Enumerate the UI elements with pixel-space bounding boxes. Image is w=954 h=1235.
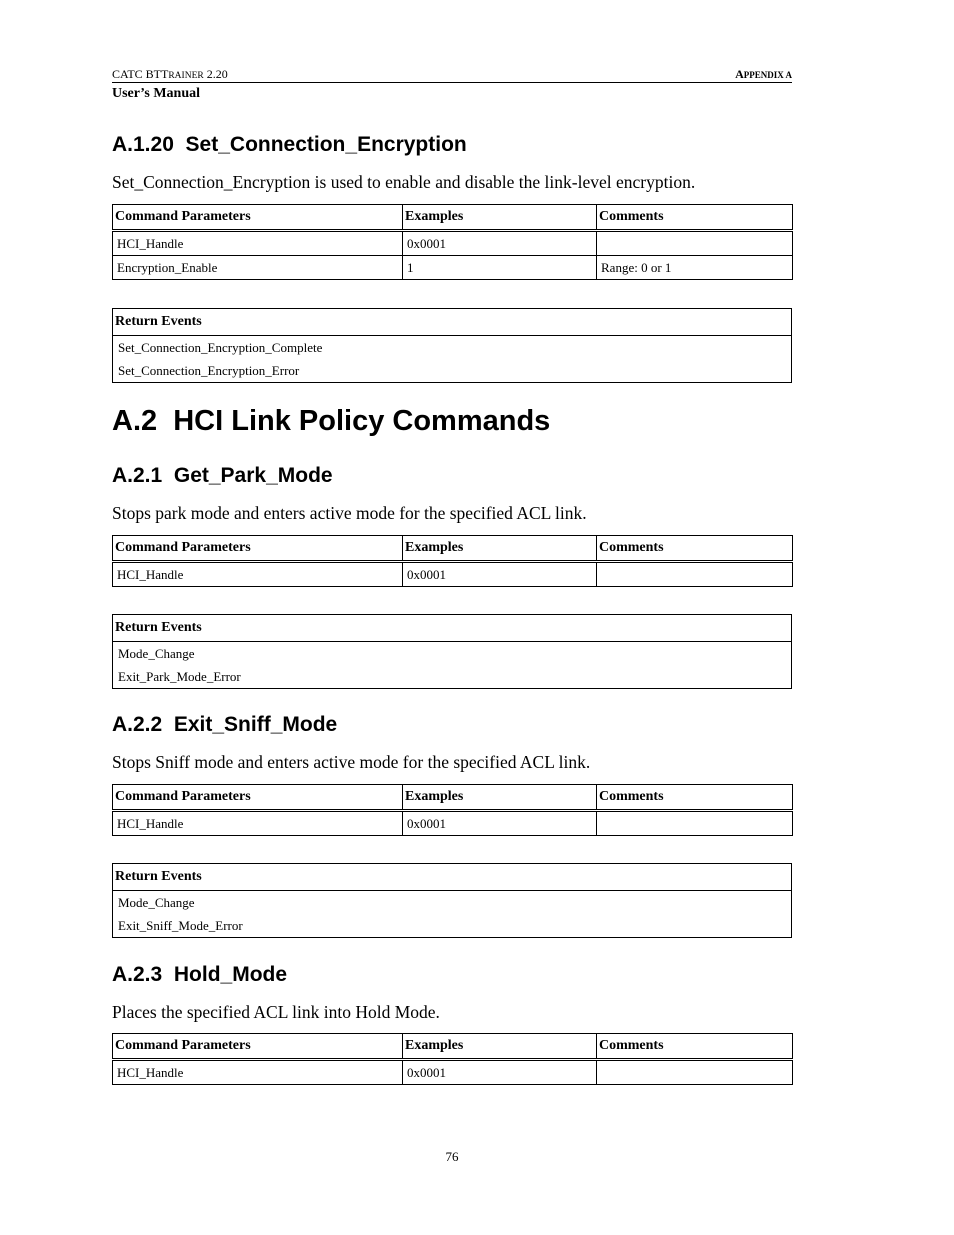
table-cell: HCI_Handle (113, 231, 403, 256)
section-description: Stops Sniff mode and enters active mode for the specified ACL link. (112, 752, 591, 772)
table-cell (597, 562, 793, 587)
return-events-header: Return Events (113, 309, 791, 336)
column-header: Command Parameters (113, 785, 403, 811)
appendix-rest: PPENDIX A (743, 70, 792, 80)
table-cell (597, 1060, 793, 1085)
column-header: Comments (597, 785, 793, 811)
section-title-hold-mode: A.2.3 Hold_Mode (112, 963, 288, 986)
section-description: Stops park mode and enters active mode for the specified ACL link. (112, 503, 587, 523)
product-smallcaps: RAINER (168, 71, 204, 81)
list-item: Exit_Sniff_Mode_Error (118, 918, 243, 933)
command-parameters-table (112, 204, 793, 280)
table-header-row (113, 785, 793, 811)
list-item: Set_Connection_Encryption_Complete (118, 340, 323, 355)
table-row (113, 256, 793, 280)
command-parameters-table (112, 784, 793, 836)
column-header: Examples (403, 536, 597, 562)
command-parameters-table (112, 535, 793, 587)
product-prefix: CATC BTT (112, 67, 169, 81)
return-events-table (112, 863, 792, 938)
column-header: Comments (597, 205, 793, 231)
table-cell: 0x0001 (403, 562, 597, 587)
table-row (113, 562, 793, 587)
section-description: Places the specified ACL link into Hold Mode. (112, 1002, 440, 1022)
table-row (113, 231, 793, 256)
table-header-row (113, 536, 793, 562)
table-cell: 1 (403, 256, 597, 280)
return-events-table (112, 308, 792, 383)
table-row (113, 811, 793, 836)
column-header: Comments (597, 536, 793, 562)
return-events-header: Return Events (113, 864, 791, 891)
list-item: Exit_Park_Mode_Error (118, 669, 241, 684)
column-header: Command Parameters (113, 1034, 403, 1060)
section-description: Set_Connection_Encryption is used to enable and disable the link-level encryption. (112, 172, 696, 192)
running-header-product (112, 67, 228, 82)
table-cell: HCI_Handle (113, 1060, 403, 1085)
table-cell: HCI_Handle (113, 562, 403, 587)
product-version: 2.20 (203, 67, 228, 81)
table-cell: 0x0001 (403, 231, 597, 256)
table-cell: 0x0001 (403, 1060, 597, 1085)
list-item: Mode_Change (118, 895, 195, 910)
running-header-manual: User’s Manual (112, 86, 201, 101)
column-header: Command Parameters (113, 536, 403, 562)
column-header: Examples (403, 1034, 597, 1060)
table-cell: Encryption_Enable (113, 256, 403, 280)
return-events-header: Return Events (113, 615, 791, 642)
return-events-table (112, 614, 792, 689)
header-rule (112, 82, 792, 83)
table-cell: 0x0001 (403, 811, 597, 836)
list-item: Mode_Change (118, 646, 195, 661)
column-header: Examples (403, 785, 597, 811)
column-header: Comments (597, 1034, 793, 1060)
column-header: Command Parameters (113, 205, 403, 231)
section-title-get-park-mode: A.2.1 Get_Park_Mode (112, 464, 333, 487)
table-header-row (113, 1034, 793, 1060)
column-header: Examples (403, 205, 597, 231)
running-header-appendix (735, 67, 792, 82)
table-cell (597, 811, 793, 836)
list-item: Set_Connection_Encryption_Error (118, 363, 300, 378)
section-title-set-connection-encryption: A.1.20 Set_Connection_Encryption (112, 133, 467, 156)
table-cell (597, 231, 793, 256)
appendix-first-letter: A (735, 67, 744, 81)
table-cell: HCI_Handle (113, 811, 403, 836)
table-cell: Range: 0 or 1 (597, 256, 793, 280)
chapter-title: A.2 HCI Link Policy Commands (112, 405, 551, 437)
section-title-exit-sniff-mode: A.2.2 Exit_Sniff_Mode (112, 713, 338, 736)
table-header-row (113, 205, 793, 231)
command-parameters-table (112, 1033, 793, 1085)
page-number: 76 (445, 1149, 459, 1164)
table-row (113, 1060, 793, 1085)
